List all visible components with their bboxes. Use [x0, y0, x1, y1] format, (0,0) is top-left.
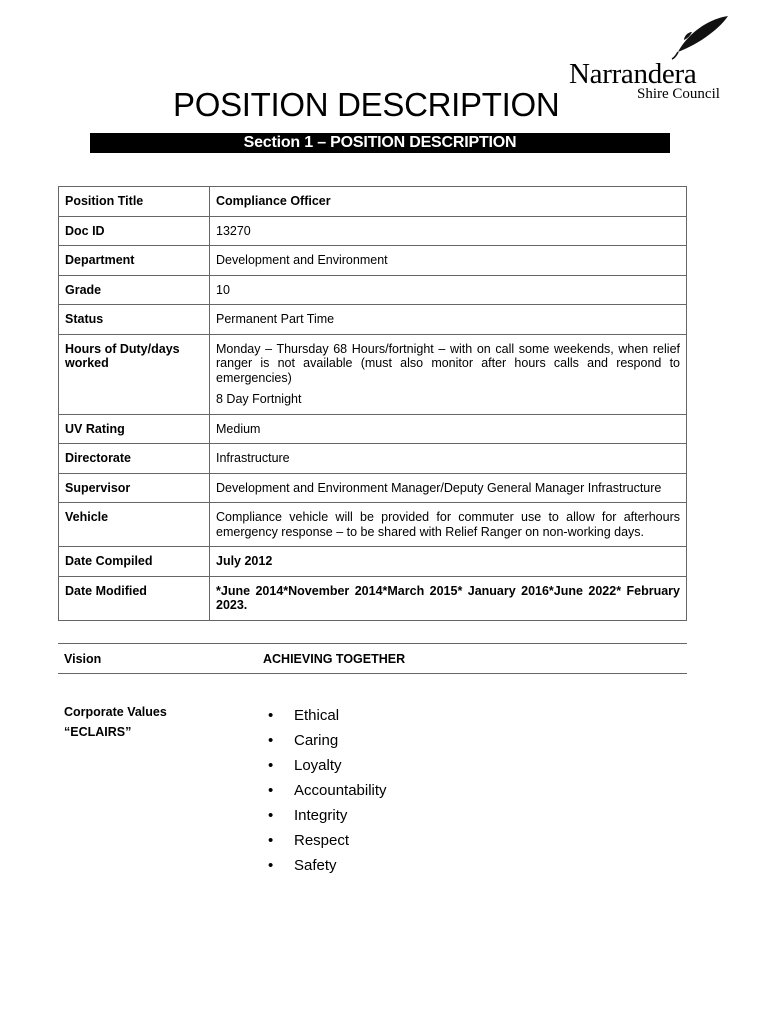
- row-value-text: Compliance Officer: [216, 194, 331, 208]
- list-item: [268, 703, 387, 728]
- table-row: [59, 246, 687, 276]
- row-value-text: July 2012: [216, 554, 273, 568]
- row-value-text: Permanent Part Time: [216, 312, 335, 326]
- bullet-icon: •: [268, 757, 274, 774]
- value-label: Safety: [294, 857, 337, 874]
- row-value: [210, 334, 687, 414]
- row-value: [210, 216, 687, 246]
- logo-subtitle: Shire Council: [637, 86, 720, 102]
- row-value-secondary: 8 Day Fortnight: [216, 392, 302, 406]
- row-value: [210, 414, 687, 444]
- list-item: [268, 828, 387, 853]
- table-row: [59, 334, 687, 414]
- row-label: Doc ID: [59, 216, 210, 246]
- corporate-values-label: [64, 702, 167, 742]
- bullet-icon: •: [268, 832, 274, 849]
- table-row: [59, 187, 687, 217]
- table-row: [59, 473, 687, 503]
- table-row: [59, 216, 687, 246]
- value-label: Integrity: [294, 807, 348, 824]
- row-label: Date Modified: [59, 576, 210, 620]
- row-label: Supervisor: [59, 473, 210, 503]
- logo-name: Narrandera: [569, 58, 697, 90]
- row-value-text: Infrastructure: [216, 451, 290, 465]
- row-label: Position Title: [59, 187, 210, 217]
- row-label: UV Rating: [59, 414, 210, 444]
- council-logo: [565, 14, 730, 100]
- table-row: [59, 444, 687, 474]
- section-heading: Section 1 – POSITION DESCRIPTION: [90, 133, 670, 153]
- value-label: Ethical: [294, 707, 340, 724]
- list-item: [268, 728, 387, 753]
- row-value: [210, 305, 687, 335]
- value-label: Caring: [294, 732, 339, 749]
- row-value-text: Medium: [216, 421, 261, 436]
- row-value-text: Compliance vehicle will be provided for commuter use to allow for afterhours emergency response – to be shared with Relief Ranger on non-working days.: [216, 510, 680, 539]
- list-item: [268, 853, 387, 878]
- row-value: [210, 246, 687, 276]
- row-value: [210, 275, 687, 305]
- row-value-text: *June 2014*November 2014*March 2015* January 2016*June 2022* February 2023.: [216, 583, 680, 612]
- row-value: [210, 444, 687, 474]
- vision-label: Vision: [64, 652, 102, 666]
- table-row: [59, 547, 687, 577]
- bullet-icon: •: [268, 857, 274, 874]
- table-row: [59, 275, 687, 305]
- list-item: [268, 778, 387, 803]
- row-value: [210, 187, 687, 217]
- list-item: [268, 803, 387, 828]
- bullet-icon: •: [268, 732, 274, 749]
- value-label: Respect: [294, 832, 350, 849]
- row-label: Date Compiled: [59, 547, 210, 577]
- bullet-icon: •: [268, 707, 274, 724]
- row-label: Hours of Duty/days worked: [59, 334, 210, 414]
- vision-value: ACHIEVING TOGETHER: [263, 652, 406, 666]
- row-value-text: Development and Environment: [216, 253, 388, 267]
- bullet-icon: •: [268, 807, 274, 824]
- corporate-values-title: Corporate Values: [64, 705, 167, 719]
- table-row: [59, 414, 687, 444]
- row-value: [210, 547, 687, 577]
- value-label: Accountability: [294, 782, 387, 799]
- row-value-text: 10: [216, 282, 230, 297]
- row-label: Grade: [59, 275, 210, 305]
- row-label: Status: [59, 305, 210, 335]
- table-row: [59, 503, 687, 547]
- feather-icon: [670, 14, 730, 60]
- row-value-text: Development and Environment Manager/Deputy General Manager Infrastructure: [216, 480, 662, 495]
- row-value: [210, 576, 687, 620]
- list-item: [268, 753, 387, 778]
- page-title: POSITION DESCRIPTION: [173, 86, 560, 123]
- vision-row: [58, 643, 687, 674]
- table-row: [59, 576, 687, 620]
- row-label: Department: [59, 246, 210, 276]
- corporate-values-acronym: “ECLAIRS”: [64, 725, 132, 739]
- row-value: [210, 503, 687, 547]
- row-label: Vehicle: [59, 503, 210, 547]
- row-value-text: Monday – Thursday 68 Hours/fortnight – with on call some weekends, when relief ranger is not available (must also monitor after hours calls and respond to emergencies): [216, 341, 680, 385]
- row-label: Directorate: [59, 444, 210, 474]
- table-row: [59, 305, 687, 335]
- value-label: Loyalty: [294, 757, 342, 774]
- row-value-text: 13270: [216, 223, 251, 238]
- corporate-values-list: [268, 703, 387, 878]
- position-info-table: [58, 186, 687, 621]
- row-value: [210, 473, 687, 503]
- bullet-icon: •: [268, 782, 274, 799]
